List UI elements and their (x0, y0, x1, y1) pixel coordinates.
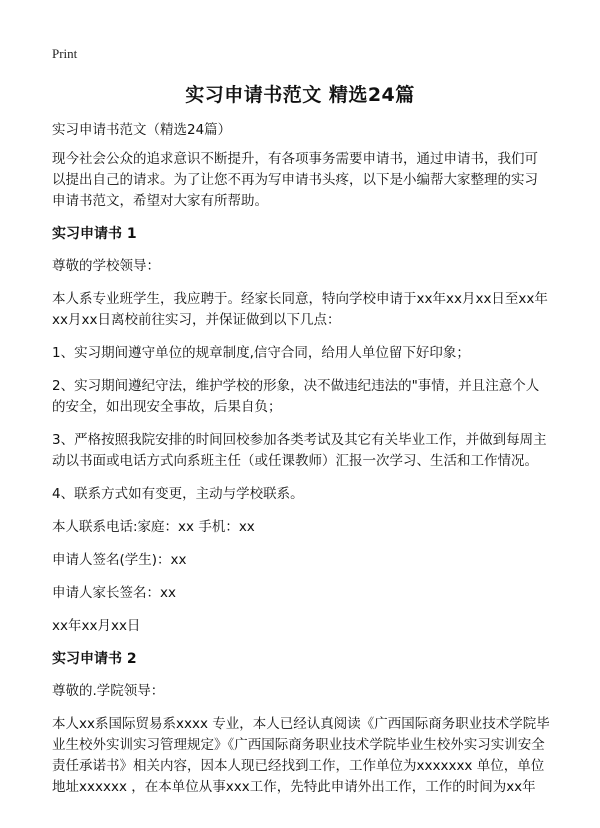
parent-signature-line: 申请人家长签名：xx (52, 585, 176, 601)
section-1-item-1: 1、实习期间遵守单位的规章制度,信守合同，给用人单位留下好印象； (52, 345, 470, 361)
document-body (52, 120, 550, 810)
student-signature-line: 申请人签名(学生)：xx (52, 552, 187, 568)
contact-phone-line: 本人联系电话:家庭：xx 手机：xx (52, 519, 255, 535)
section-2-salutation: 尊敬的.学院领导： (52, 683, 165, 699)
document-title: 实习申请书范文 精选24篇 (185, 84, 415, 106)
section-2-paragraph: 本人xx系国际贸易系xxxx 专业，本人已经认真阅读《广西国际商务职业技术学院毕业生校外实训实习管理规定》《广西国际商务职业技术学院毕业生校外实习实训安全责任承诺书》相关内容，因本人现已经找到工作，工作单位为xxxxxxx 单位，单位地址xxxxxx ，在本单位从事xxx工作，先特此申请外出工作，工作的时间为xx年 (52, 716, 550, 795)
section-1-item-4: 4、联系方式如有变更，主动与学校联系。 (52, 486, 304, 502)
section-1-heading: 实习申请书 1 (52, 226, 137, 242)
print-link[interactable]: Print (52, 46, 78, 61)
section-1-item-2: 2、实习期间遵纪守法，维护学校的形象，决不做违纪违法的"事情，并且注意个人的安全，如出现安全事故，后果自负； (52, 378, 540, 415)
section-1-paragraph: 本人系专业班学生，我应聘于。经家长同意，特向学校申请于xx年xx月xx日至xx年xx月xx日离校前往实习，并保证做到以下几点： (52, 291, 548, 328)
document-subtitle: 实习申请书范文（精选24篇） (52, 122, 232, 138)
intro-paragraph: 现今社会公众的追求意识不断提升，有各项事务需要申请书，通过申请书，我们可以提出自己的请求。为了让您不再为写申请书头疼，以下是小编帮大家整理的实习申请书范文，希望对大家有所帮助。 (52, 151, 538, 209)
section-2-heading: 实习申请书 2 (52, 651, 137, 667)
section-1-salutation: 尊敬的学校领导： (52, 258, 160, 274)
section-1-item-3: 3、严格按照我院安排的时间回校参加各类考试及其它有关毕业工作，并做到每周主动以书面或电话方式向系班主任（或任课教师）汇报一次学习、生活和工作情况。 (52, 432, 547, 469)
date-line: xx年xx月xx日 (52, 618, 141, 634)
